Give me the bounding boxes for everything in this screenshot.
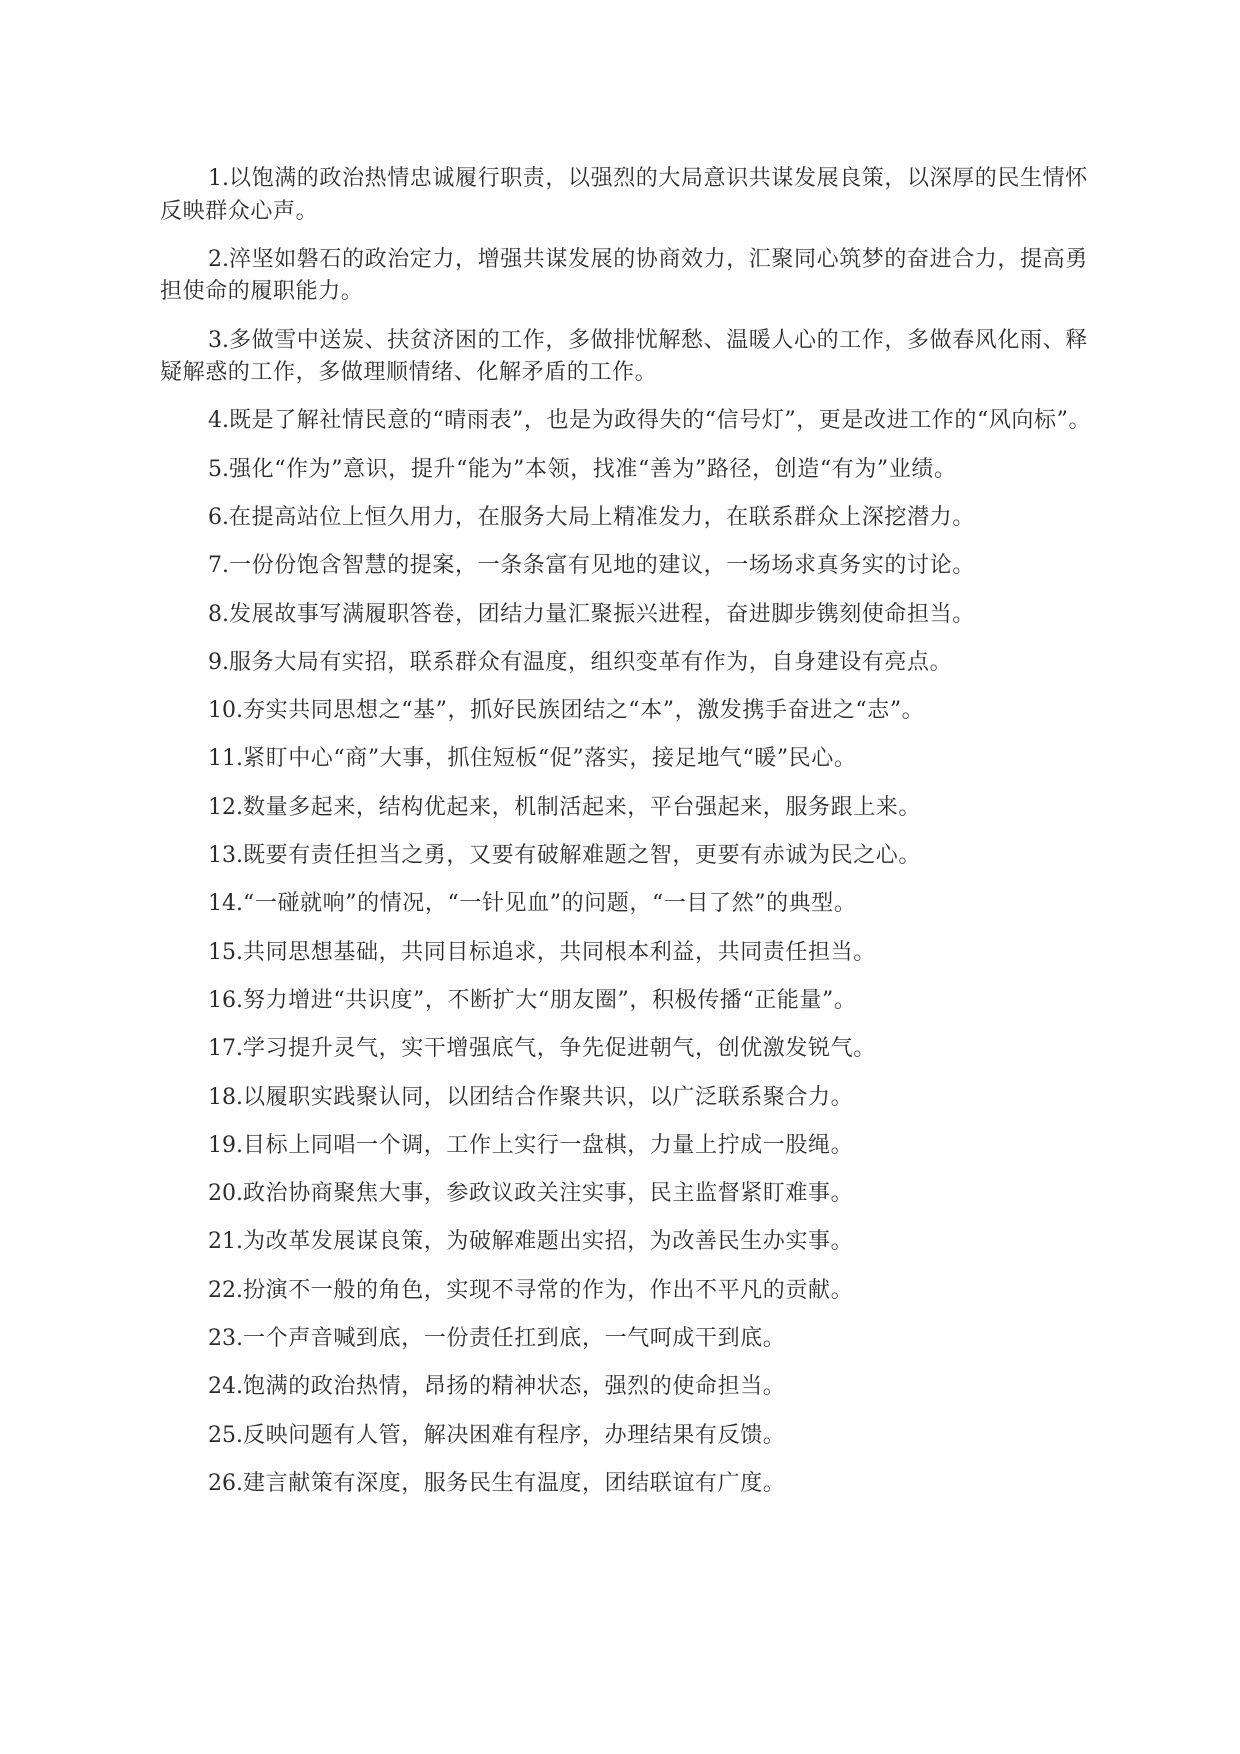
- list-item: [160, 840, 1110, 873]
- item-text: 目标上同唱一个调，工作上实行一盘棋，力量上拧成一股绳。: [243, 1132, 854, 1158]
- list-item: [160, 1130, 1110, 1163]
- item-text: 建言献策有深度，服务民生有温度，团结联谊有广度。: [243, 1470, 786, 1496]
- item-number: 9.: [208, 649, 229, 675]
- list-item: [160, 163, 1110, 228]
- list-item: [160, 244, 1110, 309]
- item-text: 夯实共同思想之“基”，抓好民族团结之“本”，激发携手奋进之“志”。: [243, 698, 925, 724]
- list-item: [160, 985, 1110, 1018]
- list-item: [160, 792, 1110, 825]
- item-number: 6.: [208, 504, 229, 530]
- item-text: 饱满的政治热情，昂扬的精神状态，强烈的使命担当。: [243, 1374, 786, 1400]
- list-item: [160, 550, 1110, 583]
- item-number: 25.: [208, 1422, 243, 1448]
- item-number: 22.: [208, 1277, 243, 1303]
- item-number: 7.: [208, 553, 229, 579]
- list-item: [160, 1178, 1110, 1211]
- item-text: 以履职实践聚认同，以团结合作聚共识，以广泛联系聚合力。: [243, 1084, 854, 1110]
- list-item: [160, 1082, 1110, 1115]
- item-text: 既是了解社情民意的“晴雨表”，也是为政得失的“信号灯”，更是改进工作的“风向标”。: [229, 408, 1092, 434]
- item-text: “一碰就响”的情况，“一针见血”的问题，“一目了然”的典型。: [243, 891, 857, 917]
- item-number: 1.: [208, 166, 229, 191]
- list-item: [160, 405, 1110, 438]
- item-text: 数量多起来，结构优起来，机制活起来，平台强起来，服务跟上来。: [243, 794, 922, 820]
- item-text: 既要有责任担当之勇，又要有破解难题之智，更要有赤诚为民之心。: [243, 843, 922, 869]
- item-number: 13.: [208, 843, 243, 869]
- item-number: 20.: [208, 1181, 243, 1207]
- item-number: 12.: [208, 794, 243, 820]
- item-number: 21.: [208, 1229, 243, 1255]
- item-text: 学习提升灵气，实干增强底气，争先促进朝气，创优激发锐气。: [243, 1036, 876, 1062]
- list-item: [160, 502, 1110, 535]
- list-item: [160, 647, 1110, 680]
- list-item: [160, 1275, 1110, 1308]
- item-text: 发展故事写满履职答卷，团结力量汇聚振兴进程，奋进脚步镌刻使命担当。: [229, 601, 975, 627]
- item-text: 一个声音喊到底，一份责任扛到底，一气呵成干到底。: [243, 1326, 786, 1352]
- item-text: 扮演不一般的角色，实现不寻常的作为，作出不平凡的贡献。: [243, 1277, 854, 1303]
- list-item: [160, 1226, 1110, 1259]
- item-number: 3.: [208, 327, 229, 353]
- list-item: [160, 325, 1110, 390]
- list-item: [160, 599, 1110, 632]
- list-item: [160, 937, 1110, 970]
- item-text: 为改革发展谋良策，为破解难题出实招，为改善民生办实事。: [243, 1229, 854, 1255]
- list-item: [160, 695, 1110, 728]
- list-item: [160, 1033, 1110, 1066]
- item-number: 17.: [208, 1036, 243, 1062]
- item-text: 政治协商聚焦大事，参政议政关注实事，民主监督紧盯难事。: [243, 1181, 854, 1207]
- list-item: [160, 1468, 1110, 1501]
- item-text: 以饱满的政治热情忠诚履行职责，以强烈的大局意识共谋发展良策，以深厚的民生情怀反映群众心声。: [160, 166, 1088, 224]
- item-text: 一份份饱含智慧的提案，一条条富有见地的建议，一场场求真务实的讨论。: [229, 553, 975, 579]
- item-text: 在提高站位上恒久用力，在服务大局上精准发力，在联系群众上深挖潜力。: [229, 504, 975, 530]
- item-text: 紧盯中心“商”大事，抓住短板“促”落实，接足地气“暖”民心。: [243, 746, 857, 772]
- list-item: [160, 1323, 1110, 1356]
- item-number: 19.: [208, 1132, 243, 1158]
- item-number: 18.: [208, 1084, 243, 1110]
- item-text: 努力增进“共识度”，不断扩大“朋友圈”，积极传播“正能量”。: [243, 987, 857, 1013]
- item-text: 多做雪中送炭、扶贫济困的工作，多做排忧解愁、温暖人心的工作，多做春风化雨、释疑解惑的工作，多做理顺情绪、化解矛盾的工作。: [160, 327, 1088, 386]
- item-number: 8.: [208, 601, 229, 627]
- list-item: [160, 454, 1110, 487]
- item-text: 共同思想基础，共同目标追求，共同根本利益，共同责任担当。: [243, 939, 876, 965]
- item-number: 4.: [208, 408, 229, 434]
- list-item: [160, 1371, 1110, 1404]
- item-number: 11.: [208, 746, 243, 772]
- list-item: [160, 743, 1110, 776]
- item-number: 2.: [208, 246, 229, 272]
- item-number: 24.: [208, 1374, 243, 1400]
- item-number: 15.: [208, 939, 243, 965]
- list-item: [160, 1420, 1110, 1453]
- item-text: 服务大局有实招，联系群众有温度，组织变革有作为，自身建设有亮点。: [229, 649, 953, 675]
- item-text: 淬坚如磐石的政治定力，增强共谋发展的协商效力，汇聚同心筑梦的奋进合力，提高勇担使命的履职能力。: [160, 246, 1088, 305]
- item-number: 10.: [208, 698, 243, 724]
- item-number: 26.: [208, 1470, 243, 1496]
- item-number: 23.: [208, 1326, 243, 1352]
- item-text: 强化“作为”意识，提升“能为”本领，找准“善为”路径，创造“有为”业绩。: [229, 456, 957, 482]
- item-list: [160, 163, 1110, 1500]
- item-number: 16.: [208, 987, 243, 1013]
- item-number: 14.: [208, 891, 243, 917]
- item-number: 5.: [208, 456, 229, 482]
- list-item: [160, 888, 1110, 921]
- item-text: 反映问题有人管，解决困难有程序，办理结果有反馈。: [243, 1422, 786, 1448]
